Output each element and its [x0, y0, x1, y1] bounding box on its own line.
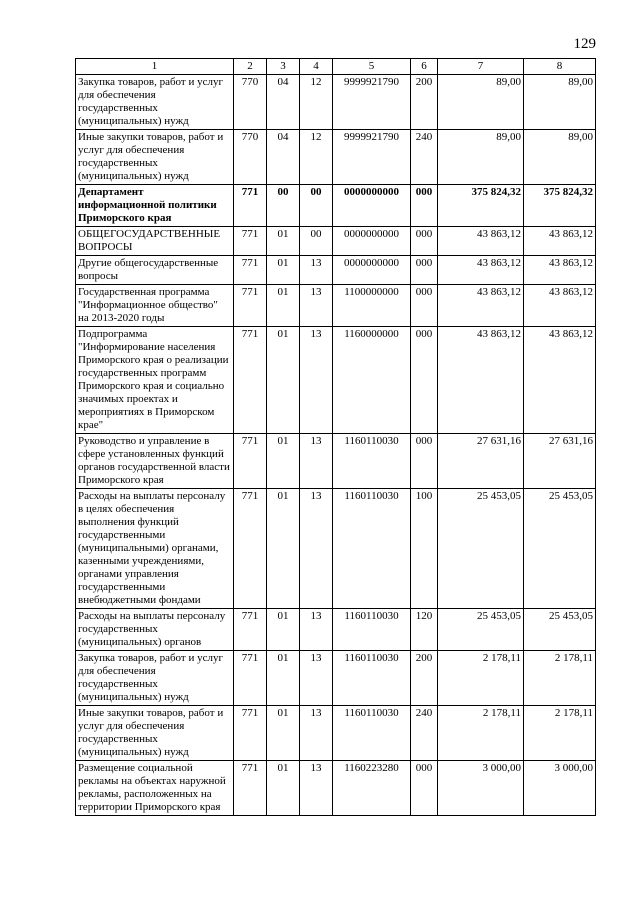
expense-type-code: 200: [411, 651, 438, 706]
expense-name: Департамент информационной политики Приморского края: [76, 185, 234, 227]
amount-col8: 375 824,32: [524, 185, 596, 227]
ministry-code: 771: [234, 434, 267, 489]
page-number: 129: [573, 36, 596, 52]
target-code: 1160000000: [333, 327, 411, 434]
amount-col8: 43 863,12: [524, 327, 596, 434]
expense-name: Расходы на выплаты персоналу государственных (муниципальных) органов: [76, 609, 234, 651]
ministry-code: 770: [234, 130, 267, 185]
expense-type-code: 240: [411, 130, 438, 185]
ministry-code: 771: [234, 761, 267, 816]
amount-col7: 89,00: [438, 75, 524, 130]
target-code: 0000000000: [333, 185, 411, 227]
section-code: 00: [267, 185, 300, 227]
subsection-code: 13: [300, 256, 333, 285]
table-row: [76, 256, 596, 285]
amount-col8: 43 863,12: [524, 285, 596, 327]
expense-type-code: 000: [411, 327, 438, 434]
amount-col8: 3 000,00: [524, 761, 596, 816]
subsection-code: 00: [300, 185, 333, 227]
expense-name: Руководство и управление в сфере установленных функций органов государственной власти Приморского края: [76, 434, 234, 489]
section-code: 01: [267, 434, 300, 489]
target-code: 1160110030: [333, 609, 411, 651]
target-code: 9999921790: [333, 130, 411, 185]
expense-type-code: 200: [411, 75, 438, 130]
subsection-code: 13: [300, 285, 333, 327]
table-row: [76, 75, 596, 130]
expense-type-code: 000: [411, 285, 438, 327]
subsection-code: 13: [300, 651, 333, 706]
expense-name: ОБЩЕГОСУДАРСТВЕННЫЕ ВОПРОСЫ: [76, 227, 234, 256]
amount-col8: 25 453,05: [524, 489, 596, 609]
amount-col8: 27 631,16: [524, 434, 596, 489]
ministry-code: 770: [234, 75, 267, 130]
expense-type-code: 000: [411, 761, 438, 816]
target-code: 0000000000: [333, 227, 411, 256]
budget-table: [75, 58, 596, 816]
expense-type-code: 000: [411, 256, 438, 285]
amount-col7: 43 863,12: [438, 256, 524, 285]
section-code: 01: [267, 227, 300, 256]
column-header: 3: [267, 59, 300, 75]
expense-name: Иные закупки товаров, работ и услуг для обеспечения государственных (муниципальных) нужд: [76, 130, 234, 185]
amount-col8: 89,00: [524, 75, 596, 130]
subsection-code: 00: [300, 227, 333, 256]
subsection-code: 13: [300, 609, 333, 651]
section-code: 04: [267, 130, 300, 185]
table-row: [76, 609, 596, 651]
amount-col8: 2 178,11: [524, 651, 596, 706]
expense-type-code: 000: [411, 227, 438, 256]
target-code: 9999921790: [333, 75, 411, 130]
amount-col7: 43 863,12: [438, 327, 524, 434]
subsection-code: 12: [300, 130, 333, 185]
ministry-code: 771: [234, 706, 267, 761]
section-code: 01: [267, 761, 300, 816]
table-row: [76, 227, 596, 256]
amount-col7: 27 631,16: [438, 434, 524, 489]
section-code: 01: [267, 256, 300, 285]
amount-col7: 43 863,12: [438, 227, 524, 256]
column-header: 1: [76, 59, 234, 75]
target-code: 1160223280: [333, 761, 411, 816]
expense-name: Другие общегосударственные вопросы: [76, 256, 234, 285]
section-code: 01: [267, 327, 300, 434]
amount-col7: 89,00: [438, 130, 524, 185]
table-row: [76, 489, 596, 609]
expense-type-code: 000: [411, 185, 438, 227]
section-code: 04: [267, 75, 300, 130]
expense-name: Иные закупки товаров, работ и услуг для обеспечения государственных (муниципальных) нужд: [76, 706, 234, 761]
expense-name: Расходы на выплаты персоналу в целях обеспечения выполнения функций государственными (муниципальными) органами, казенными учреждениями, органами управления государственными внебюджетными фондами: [76, 489, 234, 609]
amount-col7: 375 824,32: [438, 185, 524, 227]
ministry-code: 771: [234, 609, 267, 651]
section-code: 01: [267, 609, 300, 651]
amount-col8: 25 453,05: [524, 609, 596, 651]
ministry-code: 771: [234, 285, 267, 327]
amount-col8: 43 863,12: [524, 227, 596, 256]
table-row: [76, 285, 596, 327]
table-row-department: [76, 185, 596, 227]
target-code: 1160110030: [333, 651, 411, 706]
subsection-code: 13: [300, 706, 333, 761]
ministry-code: 771: [234, 489, 267, 609]
ministry-code: 771: [234, 327, 267, 434]
table-row: [76, 761, 596, 816]
column-header: 6: [411, 59, 438, 75]
ministry-code: 771: [234, 651, 267, 706]
expense-type-code: 000: [411, 434, 438, 489]
column-header: 8: [524, 59, 596, 75]
subsection-code: 12: [300, 75, 333, 130]
amount-col8: 43 863,12: [524, 256, 596, 285]
expense-name: Закупка товаров, работ и услуг для обеспечения государственных (муниципальных) нужд: [76, 75, 234, 130]
table-body: [76, 75, 596, 816]
subsection-code: 13: [300, 761, 333, 816]
target-code: 0000000000: [333, 256, 411, 285]
section-code: 01: [267, 651, 300, 706]
table-row: [76, 434, 596, 489]
column-header: 7: [438, 59, 524, 75]
subsection-code: 13: [300, 489, 333, 609]
expense-type-code: 100: [411, 489, 438, 609]
header-row: [76, 59, 596, 75]
target-code: 1100000000: [333, 285, 411, 327]
subsection-code: 13: [300, 327, 333, 434]
target-code: 1160110030: [333, 706, 411, 761]
section-code: 01: [267, 285, 300, 327]
column-header: 4: [300, 59, 333, 75]
expense-name: Государственная программа "Информационное общество" на 2013-2020 годы: [76, 285, 234, 327]
amount-col7: 25 453,05: [438, 489, 524, 609]
ministry-code: 771: [234, 185, 267, 227]
subsection-code: 13: [300, 434, 333, 489]
section-code: 01: [267, 489, 300, 609]
ministry-code: 771: [234, 227, 267, 256]
ministry-code: 771: [234, 256, 267, 285]
amount-col7: 2 178,11: [438, 706, 524, 761]
target-code: 1160110030: [333, 489, 411, 609]
expense-type-code: 240: [411, 706, 438, 761]
amount-col7: 43 863,12: [438, 285, 524, 327]
amount-col7: 2 178,11: [438, 651, 524, 706]
column-header: 2: [234, 59, 267, 75]
amount-col7: 25 453,05: [438, 609, 524, 651]
amount-col8: 2 178,11: [524, 706, 596, 761]
column-header: 5: [333, 59, 411, 75]
expense-name: Закупка товаров, работ и услуг для обеспечения государственных (муниципальных) нужд: [76, 651, 234, 706]
expense-type-code: 120: [411, 609, 438, 651]
section-code: 01: [267, 706, 300, 761]
table-row: [76, 651, 596, 706]
amount-col7: 3 000,00: [438, 761, 524, 816]
expense-name: Подпрограмма "Информирование населения Приморского края о реализации государственных программ Приморского края и социально значимых проектах и мероприятиях в Приморском крае": [76, 327, 234, 434]
table-row: [76, 327, 596, 434]
target-code: 1160110030: [333, 434, 411, 489]
table-row: [76, 130, 596, 185]
amount-col8: 89,00: [524, 130, 596, 185]
table-row: [76, 706, 596, 761]
expense-name: Размещение социальной рекламы на объектах наружной рекламы, расположенных на территории Приморского края: [76, 761, 234, 816]
